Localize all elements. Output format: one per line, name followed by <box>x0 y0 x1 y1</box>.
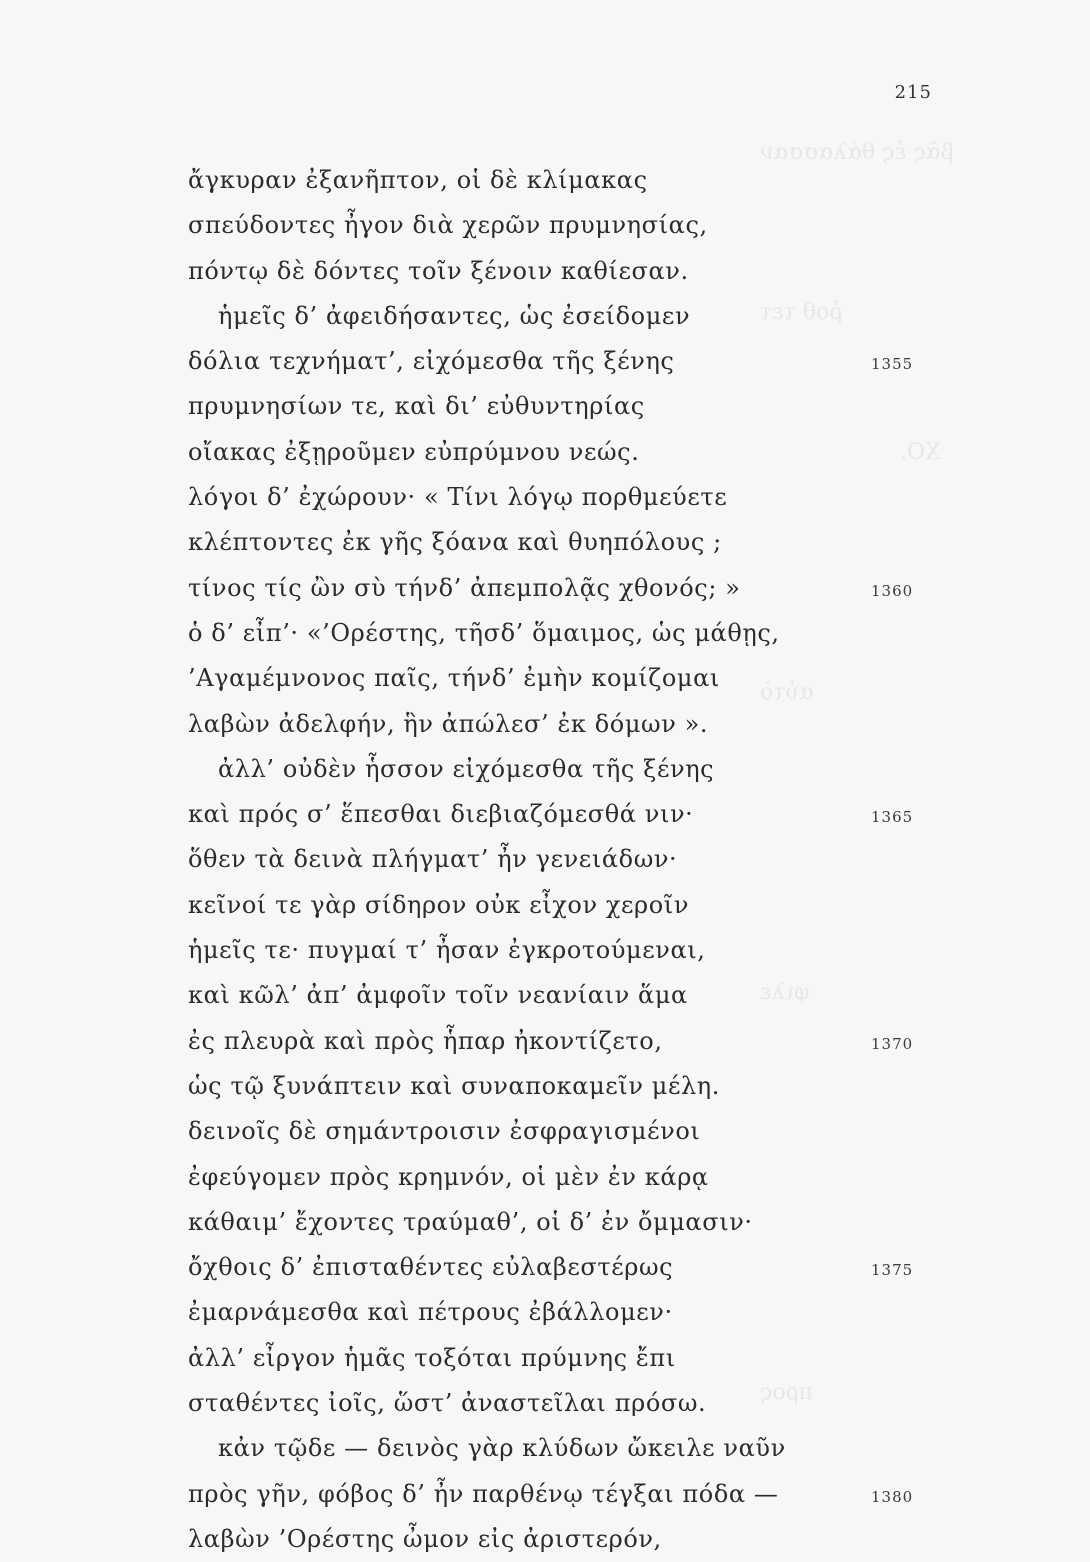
verse-text: ἐς πλευρὰ καὶ πρὸς ἧπαρ ἠκοντίζετο, <box>188 1026 663 1055</box>
verse-text: ὡς τῷ ξυνάπτειν καὶ συναποκαμεῖν μέλη. <box>188 1071 720 1100</box>
verse-line <box>0 1517 1090 1562</box>
verse-text: καὶ πρός σ’ ἕπεσθαι διεβιαζόμεσθά νιν· <box>188 800 694 829</box>
verse-text: ἀλλ’ οὐδὲν ἧσσον εἰχόμεσθα τῆς ξένης <box>218 754 715 783</box>
verse-text: καὶ κῶλ’ ἀπ’ ἀμφοῖν τοῖν νεανίαιν ἅμα <box>188 981 688 1010</box>
verse-text: κἀν τῷδε — δεινὸς γὰρ κλύδων ὤκειλε ναῦν <box>218 1434 786 1463</box>
verse-text: τίνος τίς ὢν σὺ τήνδ’ ἀπεμπολᾷς χθονός; » <box>188 573 741 602</box>
verse-text: ἀλλ’ εἶργον ἡμᾶς τοξόται πρύμνης ἔπι <box>188 1343 676 1372</box>
reverse-side-show-through: βᾶς ἐς θάλασσαν ῥοθ τετ ΧΟ. αὐτὸ φιλε προς <box>760 140 954 1405</box>
line-number: 1375 <box>871 1261 914 1280</box>
verse-line <box>0 339 1090 384</box>
verse-line <box>0 611 1090 656</box>
verse-line <box>0 1109 1090 1154</box>
verse-text: λαβὼν ’Ορέστης ὦμον εἰς ἀριστερόν, <box>188 1524 662 1553</box>
verse-line <box>0 1019 1090 1064</box>
verse-line <box>0 158 1090 203</box>
verse-line <box>0 837 1090 882</box>
verse-line <box>0 883 1090 928</box>
verse-text: δεινοῖς δὲ σημάντροισιν ἐσφραγισμένοι <box>188 1117 701 1146</box>
verse-text: δόλια τεχνήματ’, εἰχόμεσθα τῆς ξένης <box>188 347 675 376</box>
verse-text: σπεύδοντες ἦγον διὰ χερῶν πρυμνησίας, <box>188 211 708 240</box>
page-number: 215 <box>894 82 932 103</box>
verse-text: πρὸς γῆν, φόβος δ’ ἦν παρθένῳ τέγξαι πόδα — <box>188 1479 779 1508</box>
verse-line <box>0 656 1090 701</box>
verse-line <box>0 520 1090 565</box>
line-number: 1360 <box>871 581 914 600</box>
verse-text: ἐφεύγομεν πρὸς κρημνόν, οἱ μὲν ἐν κάρᾳ <box>188 1162 709 1191</box>
verse-line <box>0 792 1090 837</box>
verse-line <box>0 566 1090 611</box>
line-number: 1370 <box>871 1034 914 1053</box>
verse-text: ἡμεῖς τε· πυγμαί τ’ ἦσαν ἐγκροτούμεναι, <box>188 936 706 965</box>
verse-text: ὄχθοις δ’ ἐπισταθέντες εὐλαβεστέρως <box>188 1253 674 1282</box>
verse-text: ἐμαρνάμεσθα καὶ πέτρους ἐβάλλομεν· <box>188 1298 673 1327</box>
verse-line <box>0 928 1090 973</box>
verse-text: πρυμνησίων τε, καὶ δι’ εὐθυντηρίας <box>188 392 645 421</box>
verse-text: σταθέντες ἰοῖς, ὥστ’ ἀναστεῖλαι πρόσω. <box>188 1389 707 1418</box>
verse-text: πόντῳ δὲ δόντες τοῖν ξένοιν καθίεσαν. <box>188 256 689 285</box>
verse-line <box>0 1472 1090 1517</box>
verse-line <box>0 747 1090 792</box>
verse-line <box>0 702 1090 747</box>
verse-text: κεῖνοί τε γὰρ σίδηρον οὐκ εἶχον χεροῖν <box>188 890 690 919</box>
verse-line <box>0 384 1090 429</box>
verse-line <box>0 1200 1090 1245</box>
verse-line <box>0 973 1090 1018</box>
verse-text: ἄγκυραν ἐξανῆπτον, οἱ δὲ κλίμακας <box>188 166 648 194</box>
verse-line <box>0 1336 1090 1381</box>
verse-text: κάθαιμ’ ἔχοντες τραύμαθ’, οἱ δ’ ἐν ὄμμασιν· <box>188 1207 753 1236</box>
verse-line <box>0 430 1090 475</box>
verse-block <box>0 158 1090 1562</box>
verse-text: ὁ δ’ εἶπ’· «’Ορέστης, τῆσδ’ ὅμαιμος, ὡς μάθῃς, <box>188 618 780 647</box>
verse-line <box>0 203 1090 248</box>
verse-line <box>0 1064 1090 1109</box>
verse-line <box>0 1381 1090 1426</box>
verse-line <box>0 1245 1090 1290</box>
verse-line <box>0 1290 1090 1335</box>
verse-text: κλέπτοντες ἐκ γῆς ξόανα καὶ θυηπόλους ; <box>188 528 722 557</box>
verse-text: οἴακας ἐξῃροῦμεν εὐπρύμνου νεώς. <box>188 437 640 466</box>
verse-line <box>0 1426 1090 1471</box>
verse-text: λόγοι δ’ ἐχώρουν· « Τίνι λόγῳ πορθμεύετε <box>188 483 728 512</box>
verse-line <box>0 249 1090 294</box>
line-number: 1365 <box>871 808 914 827</box>
verse-line <box>0 294 1090 339</box>
verse-text: ’Αγαμέμνονος παῖς, τήνδ’ ἐμὴν κομίζομαι <box>188 664 720 693</box>
line-number: 1355 <box>871 355 914 374</box>
line-number: 1380 <box>871 1487 914 1506</box>
verse-line <box>0 1155 1090 1200</box>
verse-text: ὅθεν τὰ δεινὰ πλήγματ’ ἦν γενειάδων· <box>188 845 678 874</box>
verse-text: λαβὼν ἀδελφήν, ἣν ἀπώλεσ’ ἐκ δόμων ». <box>188 709 709 738</box>
verse-line <box>0 475 1090 520</box>
verse-text: ἡμεῖς δ’ ἀφειδήσαντες, ὡς ἐσείδομεν <box>218 301 691 330</box>
